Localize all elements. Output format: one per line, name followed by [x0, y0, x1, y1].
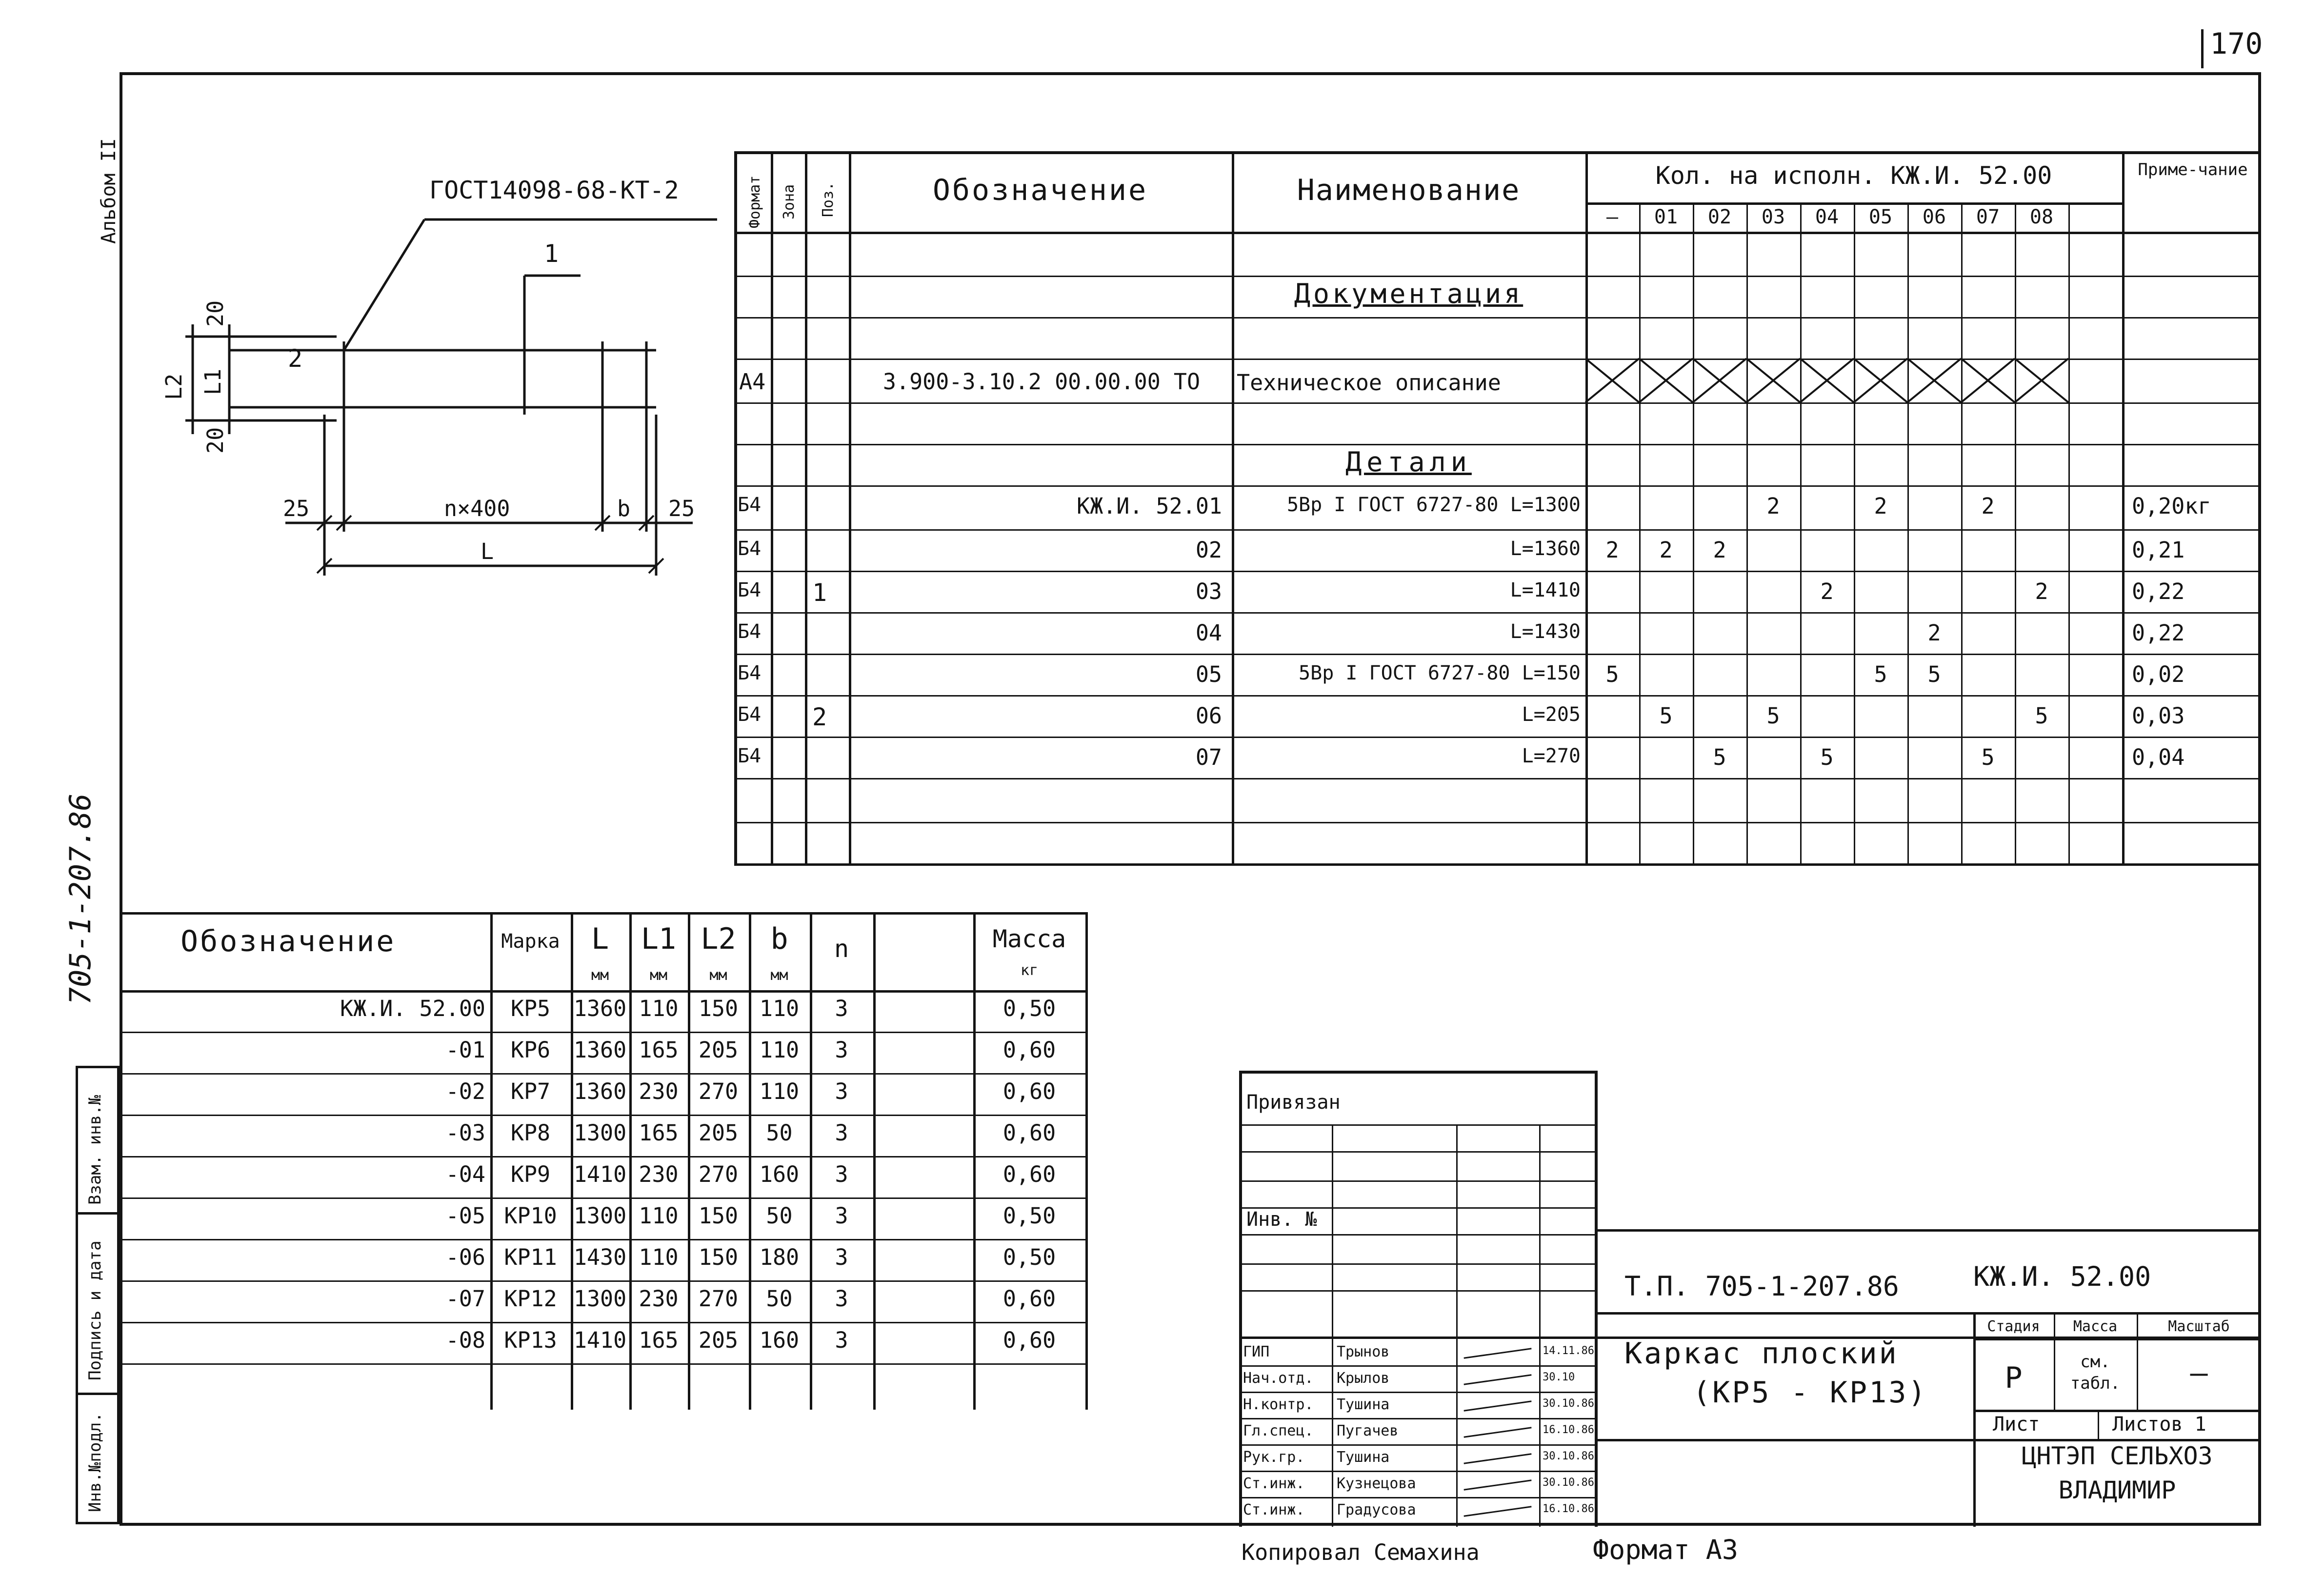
marks-row-L2: 150 [698, 1244, 739, 1270]
marks-header-n: n [834, 935, 849, 963]
stage-label: Стадия [1987, 1318, 2040, 1335]
marks-row-mass: 0,50 [1002, 996, 1056, 1021]
signer-row-line [1239, 1444, 1598, 1446]
marks-row-mark: КР13 [504, 1327, 557, 1353]
marks-row-mark: КР8 [510, 1120, 551, 1146]
marks-row-mark: КР7 [510, 1078, 551, 1104]
dim-L: L [481, 539, 494, 564]
marks-row-mass: 0,60 [1002, 1286, 1056, 1312]
signer-row-line [1239, 1471, 1598, 1472]
signer-name: Крылов [1337, 1370, 1390, 1387]
marks-row-L2: 150 [698, 996, 739, 1021]
marks-row-L: 1430 [573, 1244, 627, 1270]
spec-variant-header: 04 [1815, 206, 1839, 228]
marks-row-line [120, 1115, 1088, 1116]
position-2-label: 2 [288, 344, 303, 373]
marks-row-designation: -05 [445, 1203, 485, 1229]
signer-role: ГИП [1243, 1343, 1270, 1360]
signer-name: Градусова [1337, 1501, 1416, 1518]
marks-row-b: 110 [759, 1078, 800, 1104]
marks-row-L: 1410 [573, 1327, 627, 1353]
inv-label: Инв. № [1246, 1208, 1317, 1231]
title-line-2: (КР5 - КР13) [1693, 1376, 1928, 1410]
signer-row-line [1239, 1497, 1598, 1498]
spec-row-qty: 5 [1605, 661, 1619, 687]
scale-label: Масштаб [2168, 1318, 2230, 1335]
marks-row-designation: -02 [445, 1078, 485, 1104]
marks-col-line [873, 912, 876, 1410]
spec-row-qty: 5 [1659, 703, 1673, 729]
side-stamp-label-sign: Подпись и дата [85, 1240, 105, 1380]
spec-row-qty: 2 [2035, 579, 2048, 604]
marks-row-n: 3 [835, 1078, 848, 1104]
spec-row-note: 0,22 [2132, 620, 2185, 646]
spec-row-qty: 2 [1874, 493, 1887, 519]
marks-row-L: 1360 [573, 996, 627, 1021]
title-block-top [1595, 1229, 2261, 1232]
spec-row-qty: 2 [1927, 620, 1941, 646]
marks-row-mark: КР11 [504, 1244, 557, 1270]
spec-variant-header: 06 [1922, 206, 1946, 228]
spec-row-qty: 2 [1766, 493, 1780, 519]
marks-row-mass: 0,60 [1002, 1037, 1056, 1063]
marks-row-L1: 165 [639, 1037, 679, 1063]
spec-header-format: Формат [746, 175, 763, 228]
binding-col [1456, 1124, 1458, 1337]
marks-row-b: 160 [759, 1327, 800, 1353]
doc-row-format: А4 [739, 369, 766, 395]
marks-row-line [120, 1280, 1088, 1282]
signer-role: Рук.гр. [1243, 1449, 1305, 1466]
signer-name: Пугачев [1337, 1422, 1399, 1439]
stage-bottom-line [1973, 1410, 2261, 1412]
marks-row-L1: 230 [639, 1161, 679, 1187]
signer-name: Трынов [1337, 1343, 1390, 1360]
spec-header-pos: Поз. [820, 181, 837, 217]
signer-date: 16.10.86 [1543, 1503, 1594, 1515]
signer-name: Тушина [1337, 1449, 1390, 1466]
spec-row-qty: 2 [1981, 493, 1995, 519]
dim-25-left: 25 [283, 496, 310, 521]
spec-variant-header: 03 [1761, 206, 1785, 228]
marks-row-line [120, 1363, 1088, 1365]
marks-row-L: 1300 [573, 1120, 627, 1146]
spec-row-qty: 5 [1874, 661, 1887, 687]
spec-row-note: 0,03 [2132, 703, 2185, 729]
spec-row-qty: 5 [1713, 744, 1726, 770]
marks-header-L2: L2 [701, 922, 736, 956]
spec-row-name: L=1410 [1510, 579, 1581, 601]
marks-row-mass: 0,50 [1002, 1244, 1056, 1270]
marks-row-L: 1360 [573, 1037, 627, 1063]
marks-unit-mass: кг [1020, 962, 1039, 979]
doc-row-designation: 3.900-3.10.2 00.00.00 ТО [882, 369, 1201, 395]
marks-row-designation: -08 [445, 1327, 485, 1353]
dim-b: b [617, 496, 631, 521]
title-line-1: Каркас плоский [1624, 1337, 1899, 1371]
dim-L2: L2 [161, 373, 187, 400]
marks-row-mark: КР10 [504, 1203, 557, 1229]
binding-line [1239, 1263, 1598, 1265]
marks-row-L1: 110 [639, 996, 679, 1021]
org-line-1: ЦНТЭП СЕЛЬХОЗ [2022, 1442, 2213, 1470]
signer-date: 30.10.86 [1543, 1450, 1594, 1462]
marks-row-line [120, 1322, 1088, 1323]
marks-row-n: 3 [835, 1244, 848, 1270]
marks-top-line [120, 912, 1088, 915]
marks-row-L1: 110 [639, 1203, 679, 1229]
spec-header-qty-group: Кол. на исполн. КЖ.И. 52.00 [1655, 161, 2052, 190]
spec-row-designation: 05 [1195, 661, 1222, 687]
marks-row-mass: 0,60 [1002, 1078, 1056, 1104]
signer-date: 30.10.86 [1543, 1476, 1594, 1489]
spec-row-designation: КЖ.И. 52.01 [1076, 493, 1222, 519]
sheets-label: Листов 1 [2112, 1413, 2206, 1436]
spec-header-designation: Обозначение [932, 173, 1148, 207]
spec-header-name: Наименование [1297, 173, 1521, 207]
marks-row-L: 1300 [573, 1203, 627, 1229]
spec-row-note: 0,22 [2132, 579, 2185, 604]
marks-row-n: 3 [835, 1203, 848, 1229]
marks-row-b: 50 [766, 1203, 793, 1229]
marks-row-mass: 0,50 [1002, 1203, 1056, 1229]
marks-row-mass: 0,60 [1002, 1161, 1056, 1187]
spec-row-qty: 5 [2035, 703, 2048, 729]
dim-L1: L1 [200, 368, 226, 395]
mass-value: см. табл. [2070, 1352, 2121, 1394]
marks-header-b: b [770, 922, 788, 956]
marks-row-b: 50 [766, 1120, 793, 1146]
marks-row-n: 3 [835, 1286, 848, 1312]
spec-section-docs: Документация [1294, 278, 1523, 309]
marks-row-mass: 0,60 [1002, 1327, 1056, 1353]
marks-row-L: 1410 [573, 1161, 627, 1187]
spec-row-designation: 06 [1195, 703, 1222, 729]
spec-row-qty: 2 [1713, 537, 1726, 563]
spec-row-note: 0,04 [2132, 744, 2185, 770]
spec-variant-header: 02 [1707, 206, 1732, 228]
spec-variant-header: 01 [1654, 206, 1678, 228]
marks-header-mark: Марка [501, 930, 560, 953]
spec-row-designation: 03 [1195, 579, 1222, 604]
signer-role: Гл.спец. [1243, 1422, 1314, 1439]
binding-col [1539, 1124, 1541, 1337]
spec-row-qty: 2 [1659, 537, 1673, 563]
marks-unit-L: мм [591, 967, 609, 984]
doc-row-name: Техническое описание [1237, 370, 1501, 396]
marks-row-designation: -06 [445, 1244, 485, 1270]
signer-date: 30.10 [1543, 1371, 1575, 1383]
marks-header-designation: Обозначение [180, 924, 396, 958]
scale-value: — [2190, 1356, 2208, 1390]
marks-row-designation: -07 [445, 1286, 485, 1312]
spec-row-designation: 02 [1195, 537, 1222, 563]
marks-row-L: 1360 [573, 1078, 627, 1104]
spec-header-zone: Зона [781, 184, 798, 219]
dim-20-top: 20 [202, 300, 228, 327]
spec-row-format: Б4 [738, 745, 762, 767]
spec-row-name: L=1360 [1510, 538, 1581, 560]
marks-row-L2: 270 [698, 1078, 739, 1104]
marks-row-line [120, 1032, 1088, 1033]
copied-by: Копировал Семахина [1242, 1539, 1480, 1565]
marks-row-line [120, 1156, 1088, 1157]
marks-row-b: 160 [759, 1161, 800, 1187]
spec-row-name: 5Вр I ГОСТ 6727-80 L=1300 [1286, 494, 1581, 516]
title-block-col [1595, 1229, 1598, 1527]
binding-line [1239, 1180, 1598, 1182]
mass-label: Масса [2073, 1318, 2118, 1335]
spec-row-name: L=270 [1522, 745, 1581, 767]
binding-line [1239, 1290, 1598, 1292]
marks-row-mark: КР5 [510, 996, 551, 1021]
marks-unit-L2: мм [709, 967, 727, 984]
marks-header-mass: Масса [992, 925, 1066, 953]
spec-row-designation: 04 [1195, 620, 1222, 646]
signer-date: 16.10.86 [1543, 1424, 1594, 1436]
signer-date: 14.11.86 [1543, 1345, 1594, 1357]
signer-row-line [1239, 1392, 1598, 1393]
marks-row-b: 110 [759, 1037, 800, 1063]
marks-row-L2: 270 [698, 1286, 739, 1312]
marks-row-L2: 205 [698, 1037, 739, 1063]
stage-header-line [1973, 1339, 2261, 1340]
binding-line [1239, 1151, 1598, 1153]
spec-row-qty: 5 [1820, 744, 1834, 770]
marks-row-mark: КР9 [510, 1161, 551, 1187]
spec-row-qty: 2 [1820, 579, 1834, 604]
spec-row-name: L=1430 [1510, 620, 1581, 643]
signer-row-line [1239, 1418, 1598, 1419]
signer-name: Тушина [1337, 1396, 1390, 1413]
signer-name: Кузнецова [1337, 1475, 1416, 1492]
marks-row-designation: -01 [445, 1037, 485, 1063]
spec-row-format: Б4 [738, 538, 762, 560]
spec-header-note: Приме-чание [2138, 160, 2248, 180]
spec-section-details: Детали [1345, 446, 1472, 478]
signer-role: Н.контр. [1243, 1396, 1314, 1413]
bound-label: Привязан [1246, 1091, 1341, 1114]
marks-row-L1: 230 [639, 1286, 679, 1312]
signer-date: 30.10.86 [1543, 1397, 1594, 1410]
doc-code: КЖ.И. 52.00 [1973, 1261, 2151, 1292]
binding-col [1332, 1124, 1333, 1337]
signer-role: Нач.отд. [1243, 1370, 1314, 1387]
format-label: Формат А3 [1593, 1534, 1739, 1565]
marks-row-L1: 165 [639, 1327, 679, 1353]
spec-variant-header: 08 [2029, 206, 2054, 228]
marks-row-L2: 270 [698, 1161, 739, 1187]
marks-row-n: 3 [835, 1120, 848, 1146]
marks-row-L2: 205 [698, 1120, 739, 1146]
signer-role: Ст.инж. [1243, 1501, 1305, 1518]
marks-row-designation: -03 [445, 1120, 485, 1146]
project-number: Т.П. 705-1-207.86 [1624, 1271, 1899, 1302]
sheet-label: Лист [1993, 1413, 2040, 1436]
binding-line [1239, 1124, 1598, 1126]
spec-row-qty: 5 [1766, 703, 1780, 729]
marks-right-line [1085, 912, 1088, 1410]
binding-line [1239, 1234, 1598, 1236]
spec-row-format: Б4 [738, 662, 762, 684]
spec-row-note: 0,20кг [2132, 493, 2211, 519]
title-block-line [1595, 1439, 2261, 1441]
spec-row-designation: 07 [1195, 744, 1222, 770]
title-block-line [1595, 1312, 2261, 1315]
marks-row-mark: КР6 [510, 1037, 551, 1063]
spec-variant-header: — [1606, 206, 1619, 228]
marks-row-L2: 150 [698, 1203, 739, 1229]
marks-row-n: 3 [835, 1327, 848, 1353]
marks-row-b: 110 [759, 996, 800, 1021]
marks-unit-L1: мм [649, 967, 668, 984]
spec-variant-header: 07 [1976, 206, 2000, 228]
dim-n400: n×400 [444, 496, 510, 521]
weld-reference: ГОСТ14098-68-КТ-2 [429, 176, 679, 204]
sheet-col [2098, 1410, 2099, 1439]
marks-row-L1: 110 [639, 1244, 679, 1270]
marks-row-n: 3 [835, 1161, 848, 1187]
marks-row-line [120, 1073, 1088, 1075]
marks-row-designation: КЖ.И. 52.00 [340, 996, 485, 1021]
marks-row-b: 50 [766, 1286, 793, 1312]
marks-row-designation: -04 [445, 1161, 485, 1187]
position-1-label: 1 [544, 239, 559, 268]
marks-row-L2: 205 [698, 1327, 739, 1353]
spec-row-qty: 5 [1981, 744, 1995, 770]
spec-row-format: Б4 [738, 620, 762, 643]
doc-code-vertical: 705-1-207.86 [63, 793, 98, 1005]
dim-25-right: 25 [668, 496, 695, 521]
spec-row-format: Б4 [738, 703, 762, 726]
spec-row-name: 5Вр I ГОСТ 6727-80 L=150 [1299, 662, 1581, 684]
spec-row-name: L=205 [1522, 703, 1581, 726]
album-label: Альбом II [98, 138, 120, 244]
marks-row-mass: 0,60 [1002, 1120, 1056, 1146]
org-line-2: ВЛАДИМИР [2058, 1476, 2176, 1504]
stage-value: Р [2004, 1361, 2023, 1395]
spec-row-pos: 2 [812, 703, 827, 731]
signer-role: Ст.инж. [1243, 1475, 1305, 1492]
spec-row-format: Б4 [738, 579, 762, 601]
spec-variant-header: 05 [1868, 206, 1893, 228]
side-stamp-label-inv: Инв.№подл. [85, 1412, 105, 1512]
spec-row-qty: 5 [1927, 661, 1941, 687]
marks-row-L1: 230 [639, 1078, 679, 1104]
side-stamp-label-replace: Взам. инв.№ [85, 1095, 105, 1205]
marks-row-n: 3 [835, 1037, 848, 1063]
marks-row-L: 1300 [573, 1286, 627, 1312]
marks-row-line [120, 1239, 1088, 1240]
marks-header-bottom [120, 990, 1088, 993]
marks-row-b: 180 [759, 1244, 800, 1270]
marks-header-L: L [591, 922, 609, 956]
marks-row-n: 3 [835, 996, 848, 1021]
signer-row-line [1239, 1365, 1598, 1367]
spec-row-format: Б4 [738, 494, 762, 516]
spec-row-note: 0,02 [2132, 661, 2185, 687]
spec-row-note: 0,21 [2132, 537, 2185, 563]
spec-row-qty: 2 [1605, 537, 1619, 563]
sheet-number: 170 [2210, 27, 2263, 61]
marks-row-L1: 165 [639, 1120, 679, 1146]
dim-20-bottom: 20 [202, 427, 228, 454]
marks-header-L1: L1 [641, 922, 677, 956]
marks-row-line [120, 1197, 1088, 1199]
marks-unit-b: мм [770, 967, 788, 984]
spec-row-pos: 1 [812, 579, 827, 607]
marks-row-mark: КР12 [504, 1286, 557, 1312]
